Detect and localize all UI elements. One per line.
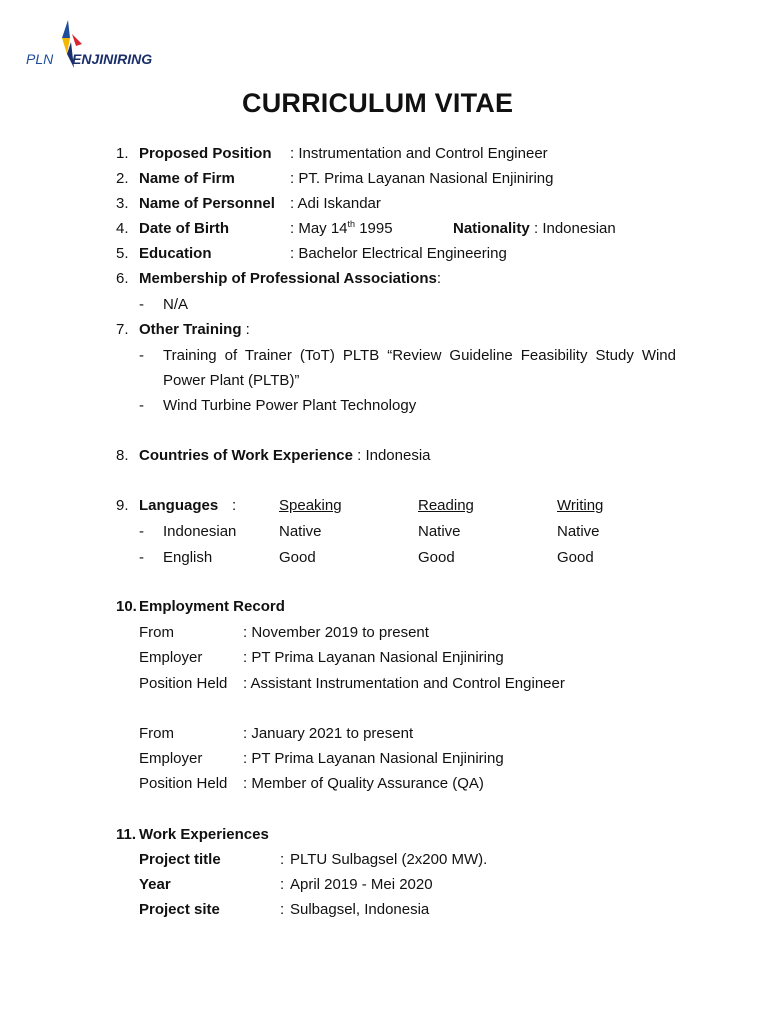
project-year-label: Year [139,876,171,893]
item-8-value: : Indonesia [352,447,431,464]
item-9-colon: : [232,497,237,514]
item-8-label: Countries of Work Experience [139,447,353,464]
item-7-colon: : [241,321,250,338]
item-11-label: Work Experiences [139,826,269,843]
project-site-value: Sulbagsel, Indonesia [290,901,430,918]
record-1-position-value: : Assistant Instrumentation and Control Engineer [243,675,565,692]
item-6-label: Membership of Professional Associations [139,270,437,287]
project-site-label: Project site [139,901,220,918]
dob-year: 1995 [355,220,393,237]
item-10-label: Employment Record [139,598,285,615]
company-logo [24,20,174,70]
record-2-from-label: From [139,725,174,742]
record-2-position-value: : Member of Quality Assurance (QA) [243,775,484,792]
page-title: CURRICULUM VITAE [242,88,514,118]
training-2-bullet: - [139,397,144,414]
item-4-label: Date of Birth [139,220,229,237]
training-1-bullet: - [139,347,144,364]
training-1-line-1: Training of Trainer (ToT) PLTB “Review Guideline Feasibility Study Wind [163,347,676,364]
item-8-number: 8. [116,447,129,464]
dob-day: : May 14 [290,220,348,237]
item-2-number: 2. [116,170,129,187]
languages-header-reading: Reading [418,497,474,514]
language-1-bullet: - [139,523,144,540]
language-2-bullet: - [139,549,144,566]
language-1-name: Indonesian [163,523,237,540]
item-1-label: Proposed Position [139,145,272,162]
item-8-line [139,447,431,465]
language-2-reading: Good [418,549,455,566]
item-7-number: 7. [116,321,129,338]
item-4-number: 4. [116,220,129,237]
item-3-value: : Adi Iskandar [290,195,381,212]
item-11-number: 11. [116,826,137,843]
training-2-text: Wind Turbine Power Plant Technology [163,397,417,414]
logo-text-enjiniring: ENJINIRING [72,51,153,67]
item-2-value: : PT. Prima Layanan Nasional Enjiniring [290,170,554,187]
language-2-writing: Good [557,549,594,566]
record-2-from-value: : January 2021 to present [243,725,414,742]
record-2-employer-value: : PT Prima Layanan Nasional Enjiniring [243,750,504,767]
language-2-speaking: Good [279,549,316,566]
record-1-position-label: Position Held [139,675,228,692]
dob-ordinal: th [347,219,356,229]
language-1-speaking: Native [279,523,322,540]
nationality-value: : Indonesian [534,220,616,237]
item-2-label: Name of Firm [139,170,235,187]
record-2-employer-label: Employer [139,750,203,767]
project-year-colon: : [280,876,285,893]
item-5-number: 5. [116,245,129,262]
item-5-value: : Bachelor Electrical Engineering [290,245,507,262]
record-1-from-value: : November 2019 to present [243,624,429,641]
languages-header-speaking: Speaking [279,497,342,514]
item-7-heading [139,321,250,339]
record-2-position-label: Position Held [139,775,228,792]
item-4-value [290,220,393,238]
item-9-number: 9. [116,497,129,514]
logo-text-pln: PLN [26,51,54,67]
project-title-value: PLTU Sulbagsel (2x200 MW). [290,851,488,868]
item-6-colon: : [436,270,442,287]
project-year-value: April 2019 - Mei 2020 [290,876,433,893]
record-1-from-label: From [139,624,174,641]
item-7-label: Other Training [139,321,242,338]
record-1-employer-label: Employer [139,649,203,666]
record-1-employer-value: : PT Prima Layanan Nasional Enjiniring [243,649,504,666]
item-6-heading [139,270,441,288]
language-1-reading: Native [418,523,461,540]
item-5-label: Education [139,245,212,262]
project-site-colon: : [280,901,285,918]
item-1-number: 1. [116,145,129,162]
item-1-value: : Instrumentation and Control Engineer [290,145,548,162]
language-1-writing: Native [557,523,600,540]
item-6-entry: N/A [163,296,189,313]
item-6-number: 6. [116,270,129,287]
item-3-label: Name of Personnel [139,195,275,212]
project-title-colon: : [280,851,285,868]
nationality-label: Nationality [453,220,530,237]
item-6-bullet: - [139,296,144,313]
item-9-label: Languages [139,497,219,514]
item-10-number: 10. [116,598,137,615]
item-3-number: 3. [116,195,129,212]
language-2-name: English [163,549,213,566]
languages-header-writing: Writing [557,497,604,514]
project-title-label: Project title [139,851,221,868]
training-1-line-2: Power Plant (PLTB)” [163,372,300,389]
